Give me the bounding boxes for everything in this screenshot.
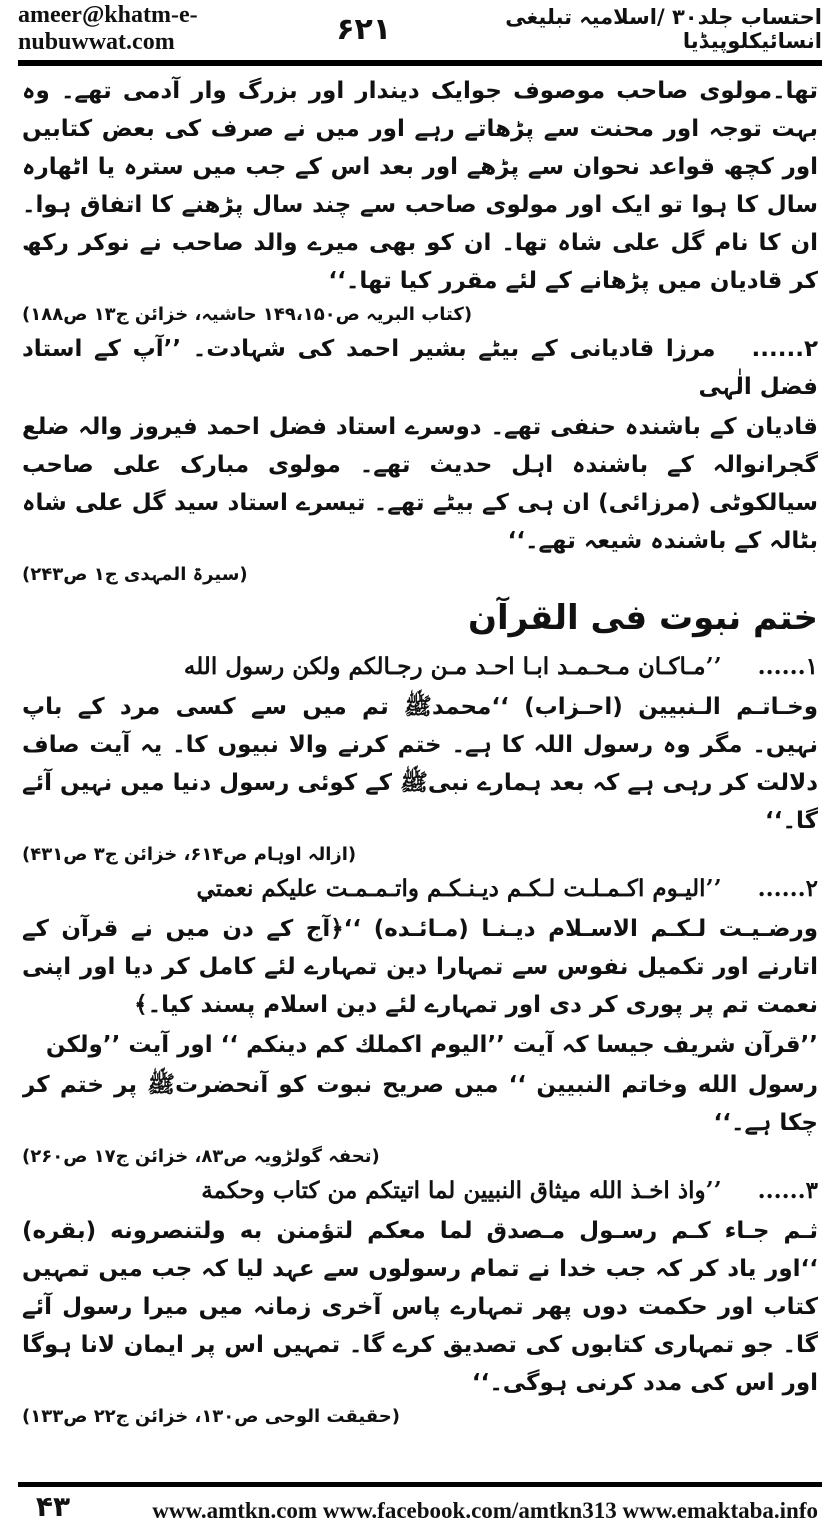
header-page-number: ۶۲۱	[336, 11, 392, 47]
header-title: احتساب جلد۳۰ /اسلامیہ تبلیغی انسائیکلوپیڈیا	[505, 5, 822, 53]
quran-quote: ’’قرآن شریف جیسا کہ آیت ’’اليوم اكملك كم دينكم ‘‘ اور آیت ’’ولكن	[45, 1032, 818, 1058]
reference-1: (کتاب البریہ ص۱۴۹،۱۵۰ حاشیہ، خزائن ج۱۳ ص۱۸۸)	[22, 304, 473, 325]
quran-item-1	[22, 648, 818, 686]
section-heading: ختم نبوت فی القرآن	[467, 598, 818, 638]
footer-rule	[88, 1482, 822, 1487]
footer-right	[88, 1482, 822, 1526]
paragraph-3: وخـاتـم الـنبيين (احـزاب) ‘‘محمدﷺ تم میں سے کسی مرد کے باپ نہیں۔ مگر وہ رسول اللہ کا ہے۔ ختم کرنے والا نبیوں کا۔ یہ آیت صاف دلالت کر رہی ہے کہ بعد ہمارے نبیﷺ کے کوئی رسول دنیا میں نہیں آئے گا۔‘‘	[22, 694, 818, 834]
footer-urls[interactable]: www.amtkn.com www.facebook.com/amtkn313 www.emaktaba.info	[152, 1498, 818, 1523]
header-email[interactable]: ameer@khatm-e-nubuwwat.com	[18, 2, 198, 55]
paragraph-1: تھا۔مولوی صاحب موصوف جوایک دیندار اور بزرگ وار آدمی تھے۔ وہ بہت توجہ اور محنت سے پڑھاتے رہے اور میں نے صرف کی بعض کتابیں اور کچھ قواعد نحوان سے پڑھے اور بعد اس کے جب میں سترہ یا اٹھارہ سال کا ہوا تو ایک اور مولوی صاحب سے چند سال پڑھنے کا اتفاق ہوا۔ ان کا نام گل علی شاہ تھا۔ ان کو بھی میرے والد صاحب نے نوکر رکھ کر قادیان میں پڑھانے کے لئے مقرر کیا تھا۔‘‘	[22, 78, 818, 294]
item-number: ۲......	[757, 875, 818, 902]
item-number: ۳......	[757, 1177, 818, 1204]
page-content	[22, 72, 818, 1468]
paragraph-2: قادیان کے باشندہ حنفی تھے۔ دوسرے استاد فضل احمد فیروز والہ ضلع گجرانوالہ کے باشندہ اہل حدیث تھے۔ مولوی مبارک علی صاحب سیالکوٹی (مرزائی) ان ہی کے بیٹے تھے۔ تیسرے استاد سید گل علی شاہ بٹالہ کے باشندہ شیعہ تھے۔‘‘	[22, 414, 818, 554]
item-2-intro	[22, 330, 818, 406]
page-header	[18, 0, 822, 58]
reference-2: (سیرۃ المہدی ج۱ ص۲۴۳)	[22, 564, 248, 585]
item-text: ’’اليـوم اكـمـلـت لـكـم ديـنـكـم واتـمـمـت عليكم نعمتي	[196, 875, 722, 902]
quran-item-2	[22, 870, 818, 908]
quran-item-3	[22, 1172, 818, 1210]
item-number: ۲......	[751, 336, 818, 362]
header-left	[18, 2, 391, 56]
reference-4: (تحفہ گولڑویہ ص۸۳، خزائن ج۱۷ ص۲۶۰)	[22, 1146, 380, 1167]
item-number: ۱......	[757, 653, 818, 680]
footer-page-box: ۴۳	[18, 1482, 88, 1526]
paragraph-4: ورضـيـت لـكـم الاسـلام ديـنـا (مـائـده) ‘‘﴿آج کے دن میں نے قرآن کے اتارنے اور تکمیل نفوس سے تمہارا دین تمہارے لئے کامل کر دیا اور اپنی نعمت تم پر پوری کر دی اور تمہارے لئے دین اسلام پسند کیا۔﴾	[22, 916, 818, 1018]
item-text: ’’واذ اخـذ الله ميثاق النبيين لما اتيتكم من كتاب وحكمة	[201, 1177, 722, 1204]
page-footer	[18, 1482, 822, 1526]
reference-5: (حقیقت الوحی ص۱۳۰، خزائن ج۲۲ ص۱۳۳)	[22, 1406, 400, 1427]
item-text: ’’مـاكـان مـحـمـد ابـا احـد مـن رجـالكم ولكن رسول الله	[183, 653, 722, 680]
reference-3: (ازالہ اوہام ص۶۱۴، خزائن ج۳ ص۴۳۱)	[22, 844, 357, 865]
paragraph-5: رسول الله وخاتم النبيين ‘‘ میں صریح نبوت کو آنحضرتﷺ پر ختم کر چکا ہے۔‘‘	[22, 1072, 818, 1136]
header-rule	[18, 60, 822, 66]
paragraph-6: ثـم جـاء كـم رسـول مـصدق لما معكم لتؤمنن به ولتنصرونه (بقره) ‘‘اور یاد کر کہ جب خدا نے تمام رسولوں سے عہد لیا کہ جب میں تمہیں کتاب اور حکمت دوں پھر تمہارے پاس آخری زمانہ میں میرا رسول آئے گا۔ جو تمہاری کتابوں کی تصدیق کرے گا۔ تمہیں اس پر ایمان لانا ہوگا اور اس کی مدد کرنی ہوگی۔‘‘	[22, 1218, 818, 1396]
item-text: مرزا قادیانی کے بیٹے بشیر احمد کی شہادت۔ ’’آپ کے استاد فضل الٰہی	[22, 336, 818, 400]
